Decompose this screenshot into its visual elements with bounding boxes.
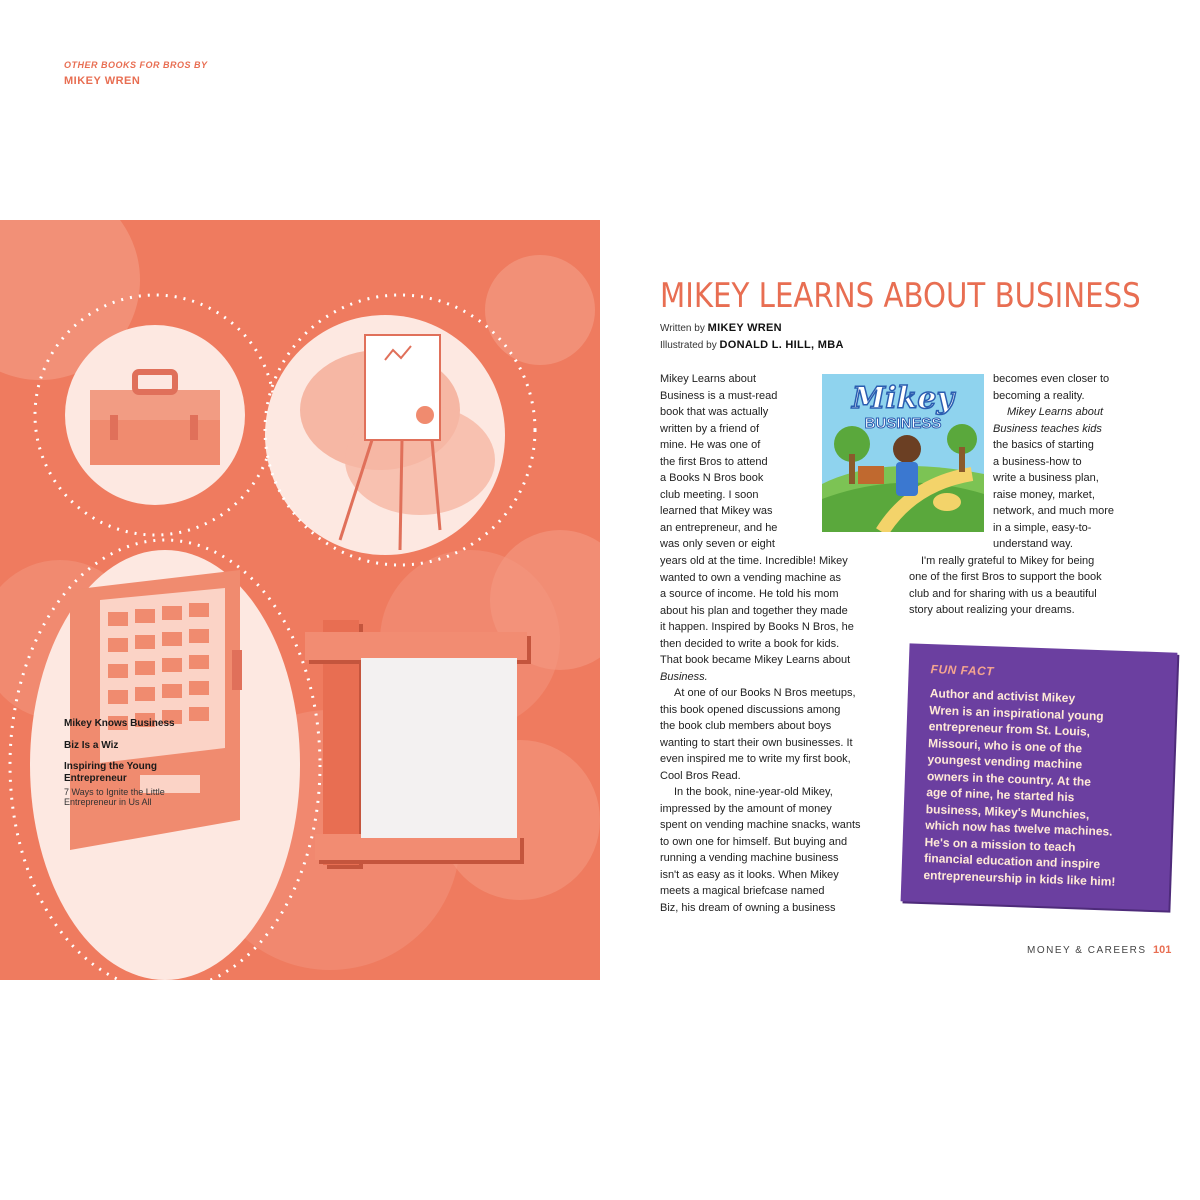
cover-title: Mikey [852,381,954,416]
credit-illustrated [660,339,844,351]
fun-fact-line: which now has twelve machines. [925,818,1113,839]
illustration-art [0,220,600,980]
article-line: learned that Mikey was [660,505,773,517]
article-line: in a simple, easy-to- [993,521,1092,534]
illustration-panel [0,220,600,980]
article-line: write a business plan, [993,472,1099,484]
sign-author: MIKEY WREN [64,75,141,87]
footer-section-label: MONEY & CAREERS [1027,945,1147,956]
article-line: becomes even closer to [993,373,1110,385]
article-line: running a vending machine business [660,852,839,864]
article-line: a source of income. He told his mom [660,588,839,600]
article-line: club and for sharing with us a beautiful [909,587,1097,600]
article-line: written by a friend of [660,422,760,435]
fun-fact-heading: FUN FACT [930,662,995,679]
article-line: it happen. Inspired by Books N Bros, he [660,621,854,633]
article-line: this book opened discussions among [660,703,841,716]
article-line: even inspired me to write my first book, [660,753,851,765]
article-line: to own one for himself. But buying and [660,835,848,848]
article-line: meets a magical briefcase named [660,885,825,897]
article-line: wanting to start their own businesses. It [660,736,853,749]
article-line: raise money, market, [993,488,1095,501]
article-line: spent on vending machine snacks, wants [660,819,861,831]
sign-top-bar [305,632,527,660]
article-line: a Books N Bros book [660,472,764,484]
article-line: becoming a reality. [993,389,1085,402]
article-line: Mikey Learns about [660,373,756,385]
article-line: network, and much more [993,505,1115,517]
fun-fact-line: youngest vending machine [927,752,1083,772]
article-line: isn't as easy as it looks. When Mikey [660,868,839,881]
article-line: an entrepreneur, and he [660,521,778,534]
sign-book-3-title-2: Entrepreneur [64,773,127,784]
article-line: That book became Mikey Learns about [660,654,851,666]
fun-fact-line: age of nine, he started his [926,785,1075,805]
credit-written [660,322,782,334]
article-line: was only seven or eight [660,538,775,550]
fun-fact-line: entrepreneurship in kids like him! [923,867,1116,889]
article-line: one of the first Bros to support the book [909,571,1102,583]
sign-board [361,658,517,838]
article-title: MIKEY LEARNS ABOUT BUSINESS [660,276,1141,316]
credit-illustrated-name: DONALD L. HILL, MBA [719,339,844,351]
article-line: book that was actually [660,406,769,418]
article-line: impressed by the amount of money [660,802,832,815]
sign-book-3-title-1: Inspiring the Young [64,761,157,772]
fun-fact-line: entrepreneur from St. Louis, [928,719,1091,739]
credit-written-label: Written by [660,323,705,334]
other-books-sign [305,620,530,865]
sign-heading: OTHER BOOKS FOR BROS BY [64,60,208,70]
fun-fact-line: owners in the country. At the [926,768,1092,789]
page-number: 101 [1153,944,1172,956]
article-line: mine. He was one of [660,439,761,451]
article-line: the basics of starting [993,439,1094,451]
sign-book-1: Mikey Knows Business [64,718,175,729]
article-line: then decided to write a book for kids. [660,637,840,650]
book-cover [822,374,984,532]
article-line: In the book, nine-year-old Mikey, [674,786,833,798]
article-line: I'm really grateful to Mikey for being [921,554,1095,567]
article-line: Mikey Learns about [1007,406,1103,418]
cover-subtitle: BUSINESS [864,415,942,432]
sign-book-3-subtitle [64,787,204,807]
article-line: At one of our Books N Bros meetups, [674,687,856,699]
article-line: Business is a must-read [660,389,778,402]
article-line: a business-how to [993,455,1082,468]
fun-fact-line: financial education and inspire [923,851,1101,872]
article-line: about his plan and together they made [660,604,848,617]
article-line: the book club members about boys [660,720,832,732]
article-line: Cool Bros Read. [660,769,741,782]
article-line: understand way. [993,538,1073,550]
fun-fact-line: He's on a mission to teach [924,834,1076,854]
fun-fact-line: Wren is an inspirational young [929,702,1104,723]
article-line: wanted to own a vending machine as [660,571,842,584]
book-cover-art [822,374,984,532]
article-line: story about realizing your dreams. [909,604,1075,616]
article-line: years old at the time. Incredible! Mikey [660,555,848,567]
fun-fact-line: business, Mikey's Munchies, [925,801,1090,822]
sign-book-2: Biz Is a Wiz [64,740,119,751]
article-line: Biz, his dream of owning a business [660,901,836,914]
article-line: the first Bros to attend [660,455,768,468]
credit-written-name: MIKEY WREN [707,322,782,334]
sign-book-3-subtitle-1: 7 Ways to Ignite the Little [64,787,165,797]
article-line: club meeting. I soon [660,488,759,501]
fun-fact-box [901,643,1178,910]
article-line: Business. [660,670,708,683]
article-line: Business teaches kids [993,422,1102,435]
fun-fact-line: Author and activist Mikey [929,686,1076,706]
sign-book-3-subtitle-2: Entrepreneur in Us All [64,797,152,807]
fun-fact-line: Missouri, who is one of the [927,735,1083,755]
credit-illustrated-label: Illustrated by [660,340,717,351]
